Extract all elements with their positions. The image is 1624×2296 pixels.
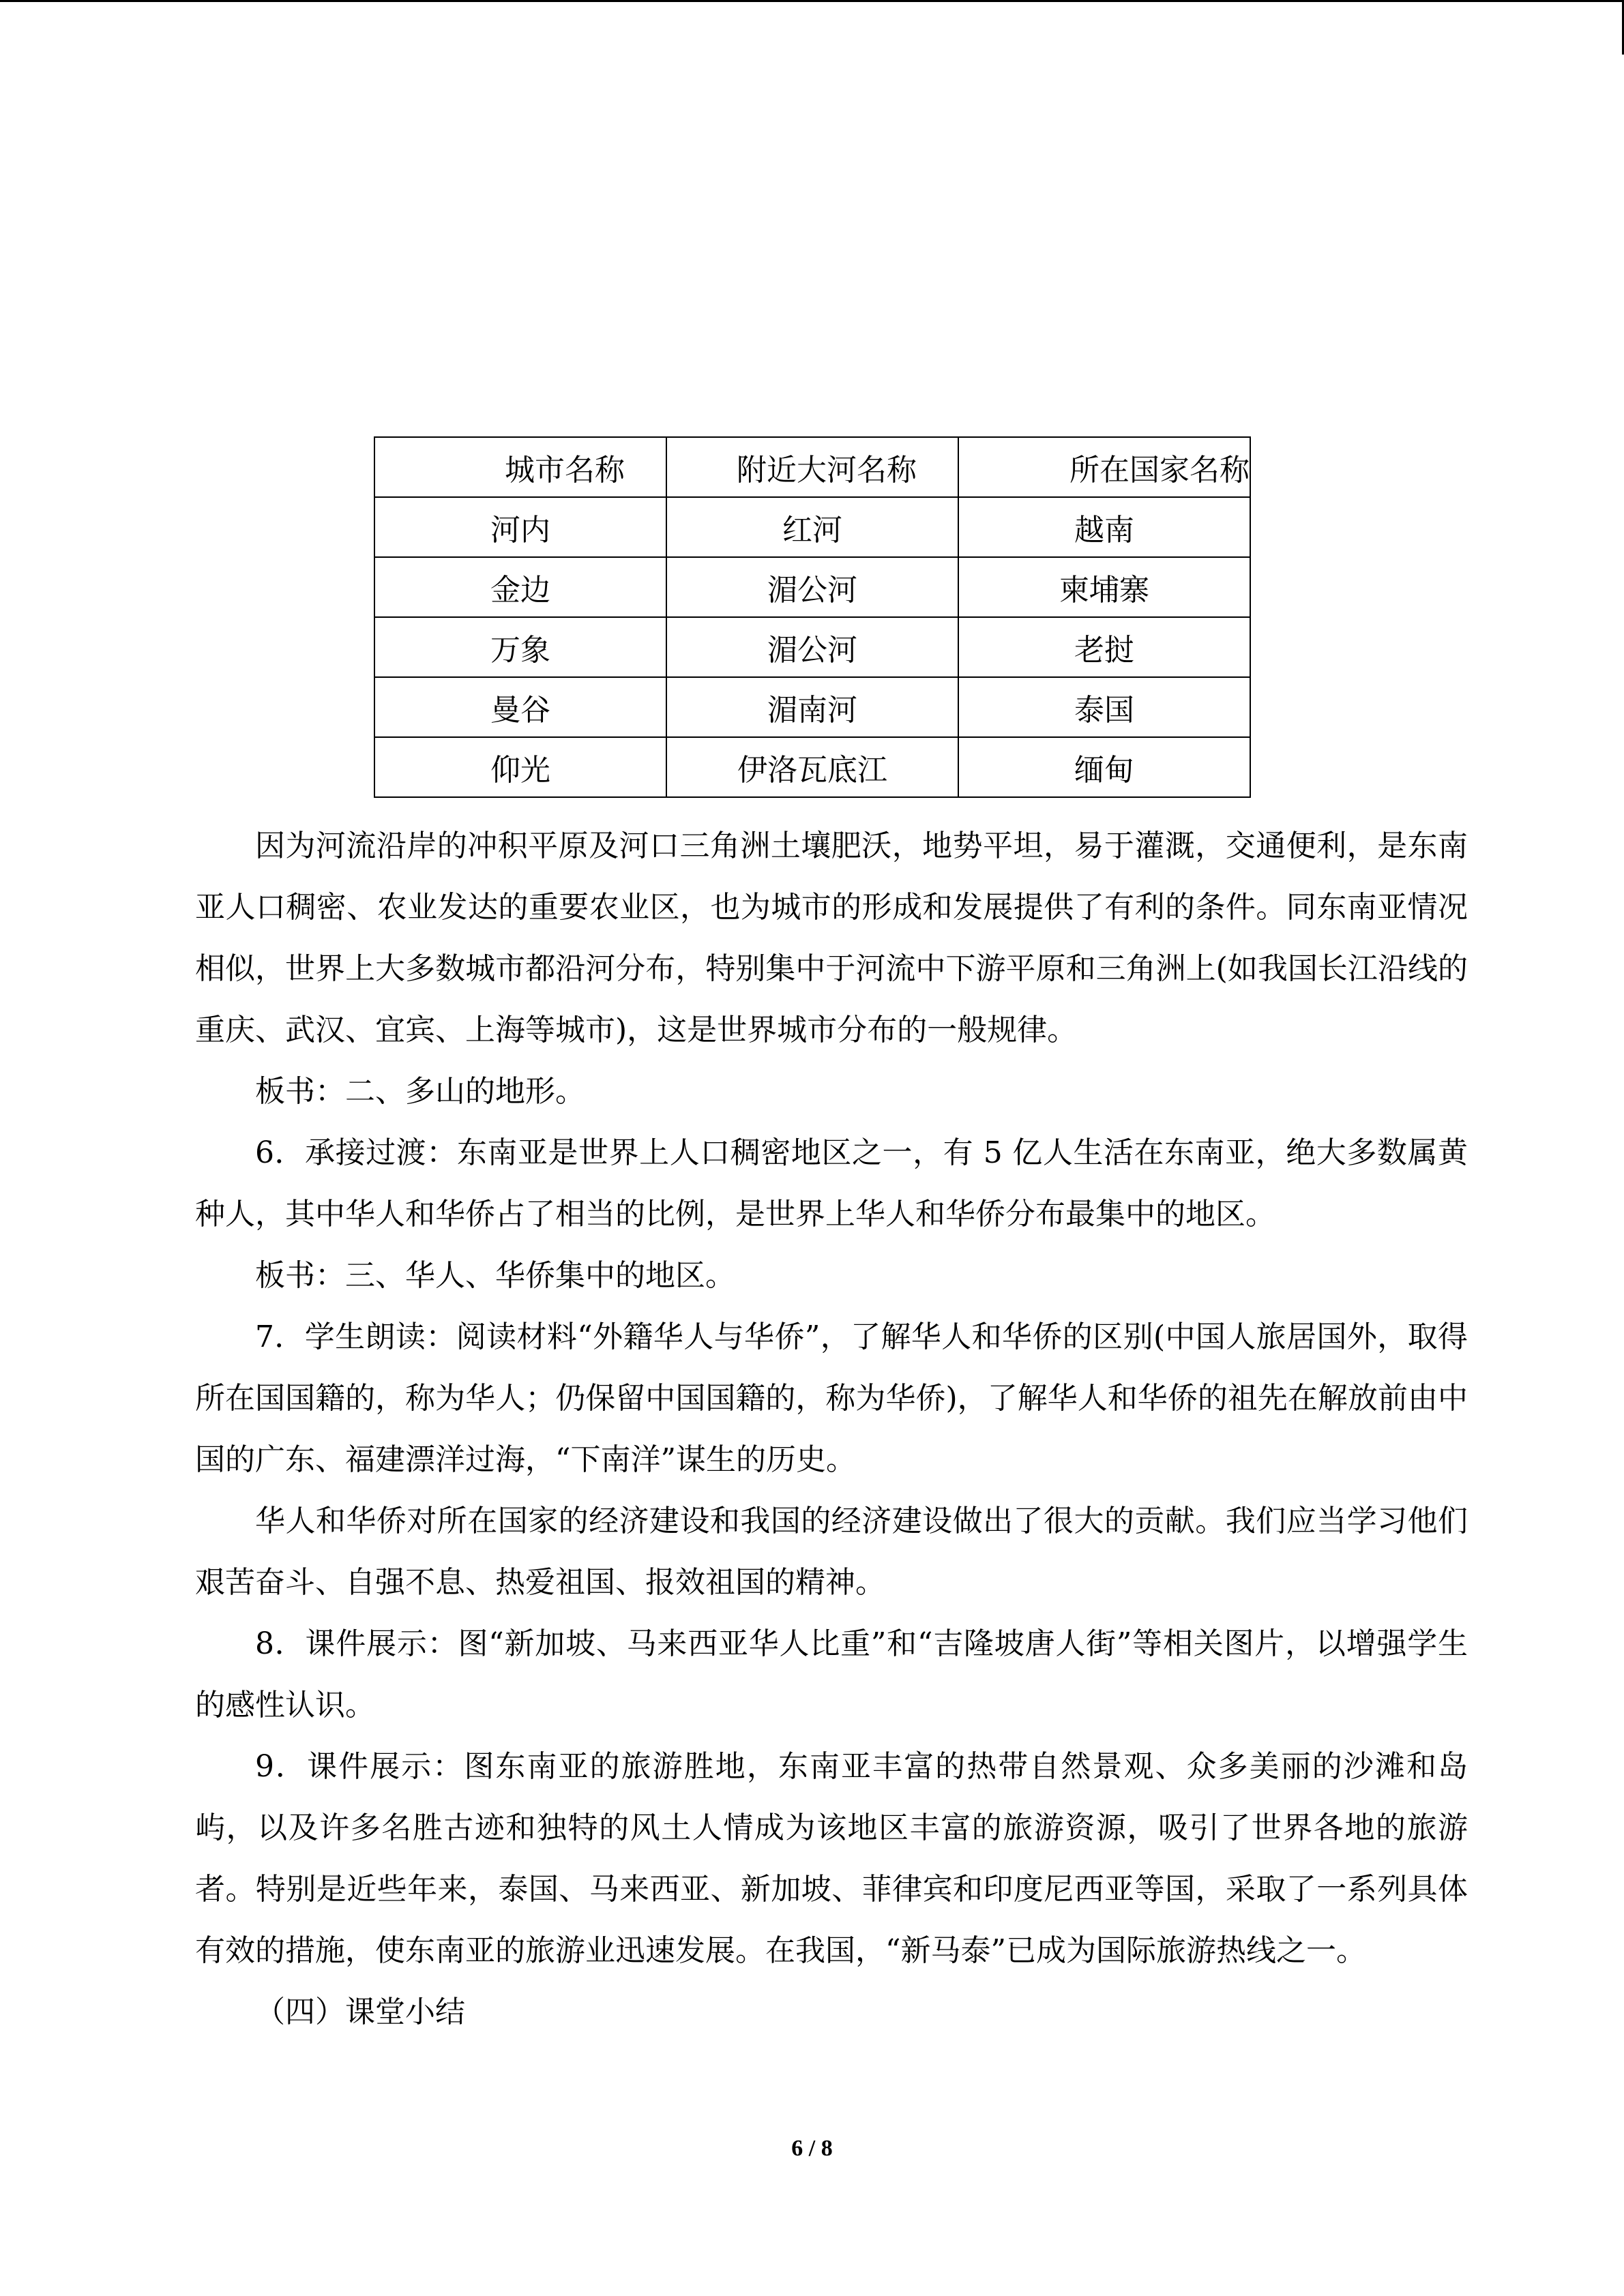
table-header-cell: 所在国家名称: [958, 437, 1250, 497]
table-cell: 红河: [666, 497, 958, 557]
paragraph-transition-population: 6．承接过渡：东南亚是世界上人口稠密地区之一，有 5 亿人生活在东南亚，绝大多数属黄种人，其中华人和华侨占了相当的比例，是世界上华人和华侨分布最集中的地区。: [195, 1135, 1468, 1232]
table-cell: 仰光: [374, 737, 666, 797]
table-cell: 越南: [958, 497, 1250, 557]
body-text: [195, 816, 1468, 2043]
table-cell: 柬埔寨: [958, 557, 1250, 617]
table-cell: 泰国: [958, 677, 1250, 737]
table-row: [374, 737, 1250, 797]
table-row: [374, 557, 1250, 617]
table-row: [374, 617, 1250, 677]
table-cell: 伊洛瓦底江: [666, 737, 958, 797]
paragraph-courseware-9: 9．课件展示：图东南亚的旅游胜地，东南亚丰富的热带自然景观、众多美丽的沙滩和岛屿，以及许多名胜古迹和独特的风土人情成为该地区丰富的旅游资源，吸引了世界各地的旅游者。特别是近些年来，泰国、马来西亚、新加坡、菲律宾和印度尼西亚等国，采取了一系列具体有效的措施，使东南亚的旅游业迅速发展。在我国，“新马泰”已成为国际旅游热线之一。: [195, 1749, 1468, 1968]
table-row: [374, 497, 1250, 557]
table-cell: 湄公河: [666, 557, 958, 617]
table-header-cell: 城市名称: [374, 437, 666, 497]
table-cell: 万象: [374, 617, 666, 677]
table-cell: 金边: [374, 557, 666, 617]
table-cell: 湄南河: [666, 677, 958, 737]
page-number: 6 / 8: [791, 2136, 833, 2161]
table-header-row: [374, 437, 1250, 497]
table-cell: 曼谷: [374, 677, 666, 737]
table-cell: 湄公河: [666, 617, 958, 677]
paragraph-student-reading: 7．学生朗读：阅读材料“外籍华人与华侨”，了解华人和华侨的区别(中国人旅居国外，取得所在国国籍的，称为华人；仍保留中国国籍的，称为华侨)，了解华人和华侨的祖先在解放前由中国的广东、福建漂洋过海，“下南洋”谋生的历史。: [195, 1320, 1468, 1477]
paragraph-courseware-8: 8．课件展示：图“新加坡、马来西亚华人比重”和“吉隆坡唐人街”等相关图片，以增强学生的感性认识。: [195, 1626, 1468, 1723]
table-cell: 缅甸: [958, 737, 1250, 797]
paragraph-summary-heading: （四）课堂小结: [255, 1995, 465, 2029]
city-river-country-table: [374, 436, 1251, 798]
paragraph-contribution: 华人和华侨对所在国家的经济建设和我国的经济建设做出了很大的贡献。我们应当学习他们艰苦奋斗、自强不息、热爱祖国、报效祖国的精神。: [195, 1504, 1468, 1600]
table-header-cell: 附近大河名称: [666, 437, 958, 497]
table-cell: 老挝: [958, 617, 1250, 677]
paragraph-board-note-terrain: 板书：二、多山的地形。: [255, 1074, 585, 1109]
top-border-line: [0, 0, 1624, 2]
paragraph-board-note-chinese: 板书：三、华人、华侨集中的地区。: [255, 1258, 735, 1293]
paragraph-river-plains: 因为河流沿岸的冲积平原及河口三角洲土壤肥沃，地势平坦，易于灌溉，交通便利，是东南亚人口稠密、农业发达的重要农业区，也为城市的形成和发展提供了有利的条件。同东南亚情况相似，世界上大多数城市都沿河分布，特别集中于河流中下游平原和三角洲上(如我国长江沿线的重庆、武汉、宜宾、上海等城市)，这是世界城市分布的一般规律。: [195, 829, 1468, 1047]
table-row: [374, 677, 1250, 737]
table-cell: 河内: [374, 497, 666, 557]
